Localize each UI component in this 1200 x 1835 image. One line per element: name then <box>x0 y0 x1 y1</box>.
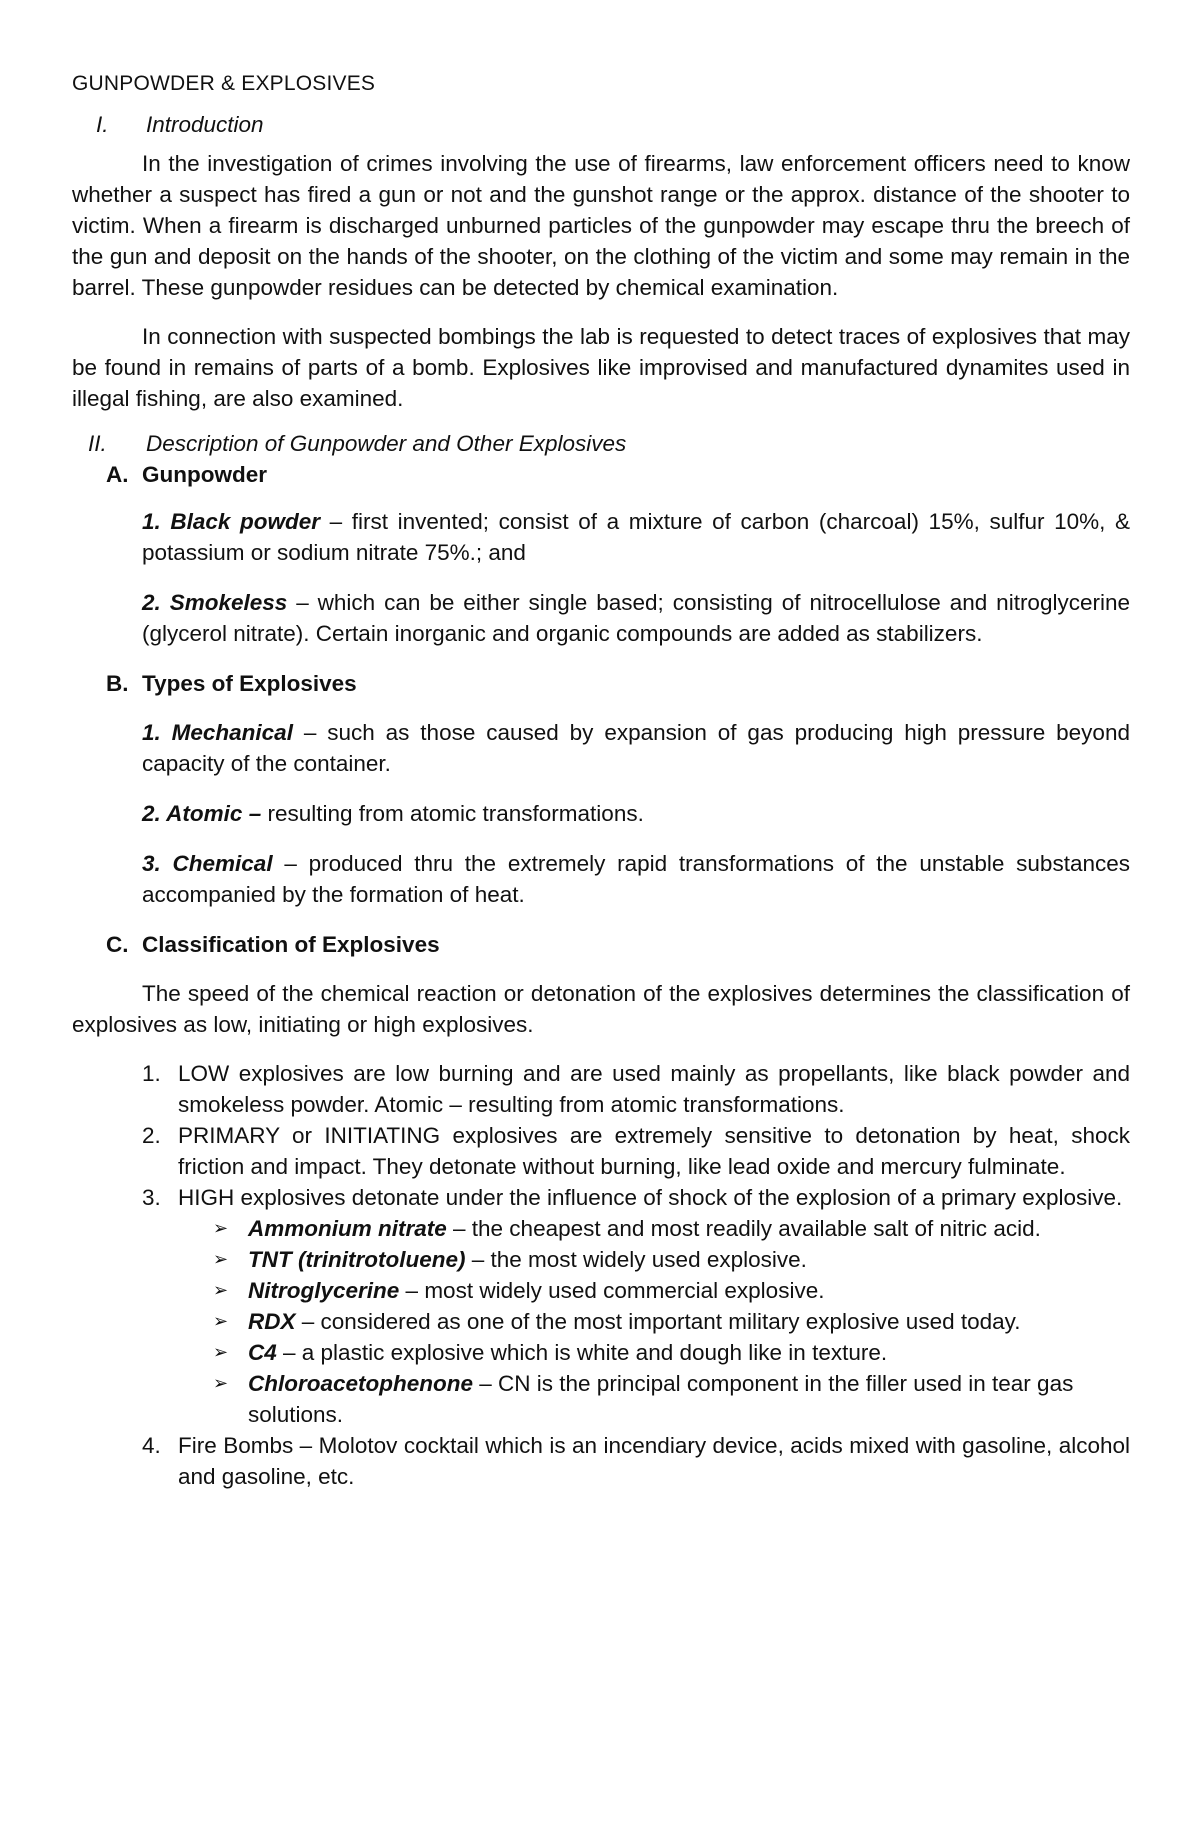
bullet-item <box>213 1368 1130 1430</box>
item-text: – which can be either single based; consisting of nitrocellulose and nitroglycerine (glycerol nitrate). Certain inorganic and organic compounds are added as stabilizers. <box>142 590 1130 646</box>
subsection-heading-classification <box>106 929 1130 960</box>
explosive-type-item <box>142 717 1130 779</box>
bullet-text: – CN is the principal component in the filler used in tear gas solutions. <box>248 1371 1074 1427</box>
subsection-letter: A. <box>106 462 129 487</box>
item-lead: 3. Chemical <box>142 851 273 876</box>
list-item <box>142 1182 1130 1213</box>
list-text: Fire Bombs – Molotov cocktail which is an incendiary device, acids mixed with gasoline, alcohol and gasoline, etc. <box>178 1433 1130 1489</box>
gunpowder-item <box>142 587 1130 649</box>
subsection-letter: B. <box>106 671 129 696</box>
bullet-item <box>213 1306 1130 1337</box>
subsection-heading-types <box>106 668 1130 699</box>
bullet-lead: Chloroacetophenone <box>248 1371 474 1396</box>
gunpowder-item <box>142 506 1130 568</box>
bullet-text: – the most widely used explosive. <box>465 1247 807 1272</box>
list-item <box>142 1058 1130 1120</box>
subsection-heading-gunpowder <box>106 459 1130 490</box>
subsection-title: Gunpowder <box>142 462 267 487</box>
section-title: Introduction <box>146 112 264 137</box>
list-text: HIGH explosives detonate under the influence of shock of the explosion of a primary explosive. <box>178 1185 1123 1210</box>
section-heading-description <box>72 428 1130 459</box>
intro-paragraph: In connection with suspected bombings the lab is requested to detect traces of explosives that may be found in remains of parts of a bomb. Explosives like improvised and manufactured dynamites used in illegal fishing, are also examined. <box>72 324 1130 411</box>
bullet-text: – a plastic explosive which is white and dough like in texture. <box>276 1340 888 1365</box>
list-number: 2. <box>142 1123 161 1148</box>
classification-intro: The speed of the chemical reaction or detonation of the explosives determines the classification of explosives as low, initiating or high explosives. <box>72 981 1130 1037</box>
bullet-item <box>213 1337 1130 1368</box>
explosive-type-item <box>142 798 1130 829</box>
classification-list <box>142 1058 1130 1492</box>
bullet-text: – most widely used commercial explosive. <box>399 1278 825 1303</box>
item-text: – produced thru the extremely rapid transformations of the unstable substances accompanied by the formation of heat. <box>142 851 1130 907</box>
list-text: PRIMARY or INITIATING explosives are extremely sensitive to detonation by heat, shock friction and impact. They detonate without burning, like lead oxide and mercury fulminate. <box>178 1123 1130 1179</box>
list-number: 4. <box>142 1433 161 1458</box>
section-number: I. <box>96 112 109 137</box>
section-heading-introduction <box>72 109 1130 140</box>
subsection-title: Types of Explosives <box>142 671 357 696</box>
list-item <box>142 1120 1130 1182</box>
subsection-title: Classification of Explosives <box>142 932 440 957</box>
bullet-lead: Nitroglycerine <box>248 1278 400 1303</box>
bullet-lead: RDX <box>248 1309 296 1334</box>
arrow-bullet-icon: ➢ <box>213 1249 229 1269</box>
explosive-type-item <box>142 848 1130 910</box>
bullet-text: – considered as one of the most important military explosive used today. <box>295 1309 1021 1334</box>
bullet-lead: TNT (trinitrotoluene) <box>248 1247 466 1272</box>
arrow-bullet-icon: ➢ <box>213 1311 229 1331</box>
arrow-bullet-icon: ➢ <box>213 1218 229 1238</box>
arrow-bullet-icon: ➢ <box>213 1373 229 1393</box>
bullet-item <box>213 1213 1130 1244</box>
section-title: Description of Gunpowder and Other Explosives <box>146 431 627 456</box>
bullet-lead: Ammonium nitrate <box>248 1216 447 1241</box>
high-explosive-examples <box>178 1213 1130 1430</box>
intro-paragraph: In the investigation of crimes involving the use of firearms, law enforcement officers need to know whether a suspect has fired a gun or not and the gunshot range or the approx. distance of the shooter to victim. When a firearm is discharged unburned particles of the gunpowder may escape thru the breech of the gun and deposit on the hands of the shooter, on the clothing of the victim and some may remain in the barrel. These gunpowder residues can be detected by chemical examination. <box>72 151 1130 300</box>
section-number: II. <box>88 431 107 456</box>
bullet-item <box>213 1275 1130 1306</box>
item-lead: 2. Atomic – <box>142 801 262 826</box>
document-body <box>72 68 1130 1492</box>
list-text: LOW explosives are low burning and are used mainly as propellants, like black powder and smokeless powder. Atomic – resulting from atomic transformations. <box>178 1061 1130 1117</box>
document-title: GUNPOWDER & EXPLOSIVES <box>72 72 376 95</box>
bullet-text: – the cheapest and most readily available salt of nitric acid. <box>446 1216 1041 1241</box>
item-lead: 1. Mechanical <box>142 720 293 745</box>
item-text: – such as those caused by expansion of gas producing high pressure beyond capacity of the container. <box>142 720 1130 776</box>
arrow-bullet-icon: ➢ <box>213 1342 229 1362</box>
item-lead: 2. Smokeless <box>142 590 288 615</box>
subsection-letter: C. <box>106 932 129 957</box>
arrow-bullet-icon: ➢ <box>213 1280 229 1300</box>
item-lead: 1. Black powder <box>142 509 321 534</box>
bullet-item <box>213 1244 1130 1275</box>
item-text: – first invented; consist of a mixture of carbon (charcoal) 15%, sulfur 10%, & potassium or sodium nitrate 75%.; and <box>142 509 1130 565</box>
list-item <box>142 1430 1130 1492</box>
list-number: 3. <box>142 1185 161 1210</box>
bullet-lead: C4 <box>248 1340 277 1365</box>
list-number: 1. <box>142 1061 161 1086</box>
item-text: resulting from atomic transformations. <box>261 801 644 826</box>
